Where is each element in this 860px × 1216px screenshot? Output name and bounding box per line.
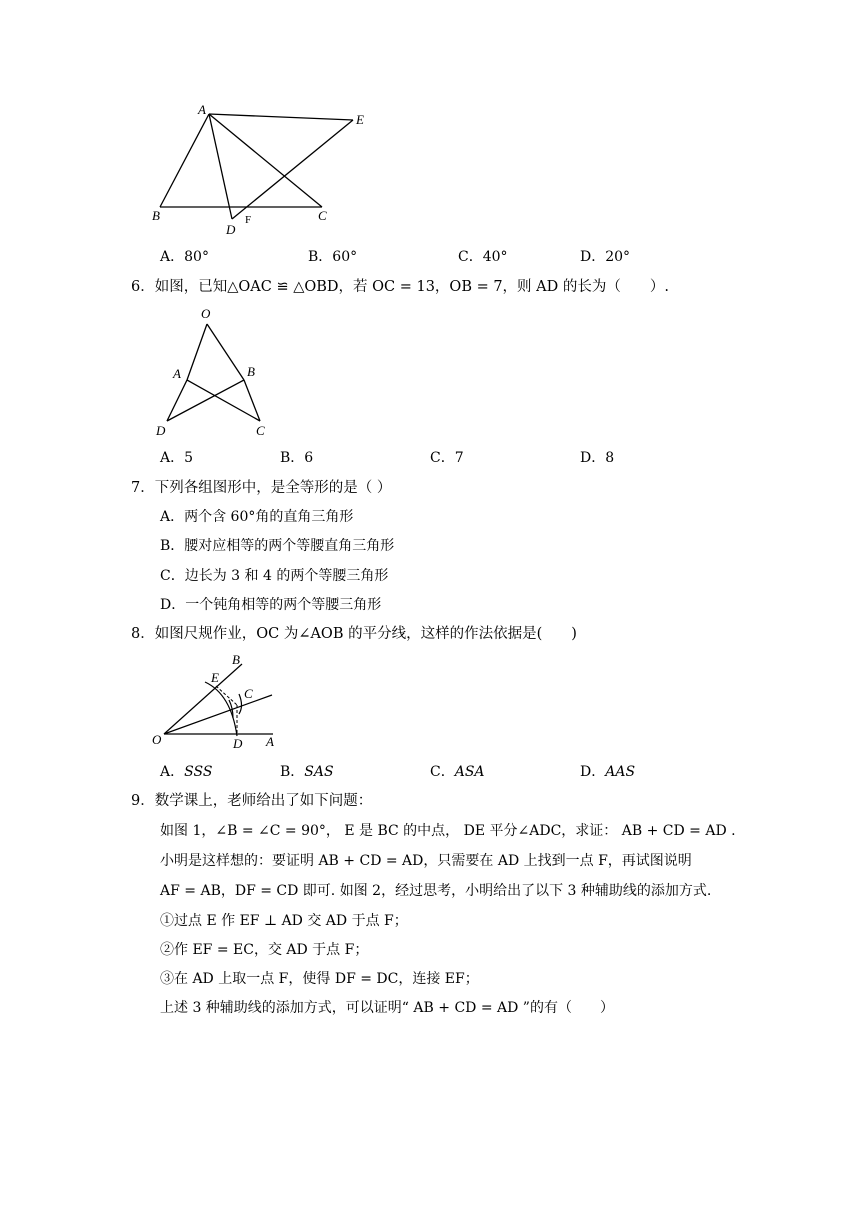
q9-line-6: ③在 AD 上取一点 F，使得 DF = DC，连接 EF； [160, 971, 479, 987]
q5-option-c[interactable]: C．40° [458, 249, 508, 265]
q6-label-c: C [256, 423, 265, 438]
q5-label-f: F [245, 214, 252, 226]
q9-line-7: 上述 3 种辅助线的添加方式，可以证明“ AB + CD = AD ”的有（ ） [160, 1000, 614, 1016]
q5-label-c: C [318, 208, 327, 223]
q9-stem: 9．数学课上，老师给出了如下问题： [131, 793, 373, 809]
q7-option-b[interactable]: B．腰对应相等的两个等腰直角三角形 [160, 538, 395, 554]
q5-label-e: E [356, 112, 364, 127]
q6-option-d[interactable]: D．8 [580, 450, 615, 466]
q5-option-d[interactable]: D．20° [580, 249, 631, 265]
q6-label-a: A [173, 366, 181, 381]
q9-line-1: 如图 1，∠B = ∠C = 90°， E 是 BC 的中点， DE 平分∠ADC，求证： AB + CD = AD . [160, 823, 736, 839]
q8-option-d[interactable]: D．AAS [580, 764, 636, 780]
q6-label-d: D [156, 423, 166, 438]
q8-option-b[interactable]: B．SAS [280, 764, 334, 780]
q7-option-a[interactable]: A．两个含 60°角的直角三角形 [160, 509, 354, 525]
q8-option-a[interactable]: A．SSS [160, 764, 213, 780]
q8-label-b: B [232, 652, 240, 667]
q8-label-a: A [266, 734, 274, 749]
q9-line-2: 小明是这样想的：要证明 AB + CD = AD，只需要在 AD 上找到一点 F，再试图说明 [160, 853, 692, 869]
q6-figure [150, 304, 280, 444]
q9-line-4: ①过点 E 作 EF ⊥ AD 交 AD 于点 F； [160, 913, 408, 929]
q5-label-b: B [152, 208, 160, 223]
q8-label-c: C [244, 686, 253, 701]
q7-option-c[interactable]: C．边长为 3 和 4 的两个等腰三角形 [160, 568, 389, 584]
q6-option-a[interactable]: A．5 [160, 450, 194, 466]
q7-stem: 7．下列各组图形中，是全等形的是（ ） [131, 480, 392, 496]
q9-line-5: ②作 EF = EC，交 AD 于点 F； [160, 942, 369, 958]
q8-label-o: O [152, 732, 162, 747]
q6-option-b[interactable]: B．6 [280, 450, 314, 466]
q5-option-a[interactable]: A．80° [160, 249, 209, 265]
q8-label-e: E [211, 670, 219, 685]
q8-option-c[interactable]: C．ASA [430, 764, 485, 780]
q9-line-3: AF = AB，DF = CD 即可. 如图 2，经过思考，小明给出了以下 3 种辅助线的添加方式. [160, 883, 712, 899]
q5-option-b[interactable]: B．60° [308, 249, 358, 265]
q6-label-o: O [201, 306, 211, 321]
q8-stem: 8．如图尺规作业，OC 为∠AOB 的平分线，这样的作法依据是( ) [131, 626, 577, 642]
q6-stem: 6．如图，已知△OAC ≌ △OBD，若 OC = 13，OB = 7，则 AD 的长为（ ）. [131, 279, 669, 295]
q6-label-b: B [247, 364, 255, 379]
q5-label-d: D [226, 222, 236, 237]
q8-label-d: D [233, 736, 243, 751]
q8-figure [145, 652, 290, 757]
q7-option-d[interactable]: D．一个钝角相等的两个等腰三角形 [160, 597, 382, 613]
q6-option-c[interactable]: C．7 [430, 450, 464, 466]
q5-figure [140, 96, 380, 244]
q5-label-a: A [198, 102, 206, 117]
